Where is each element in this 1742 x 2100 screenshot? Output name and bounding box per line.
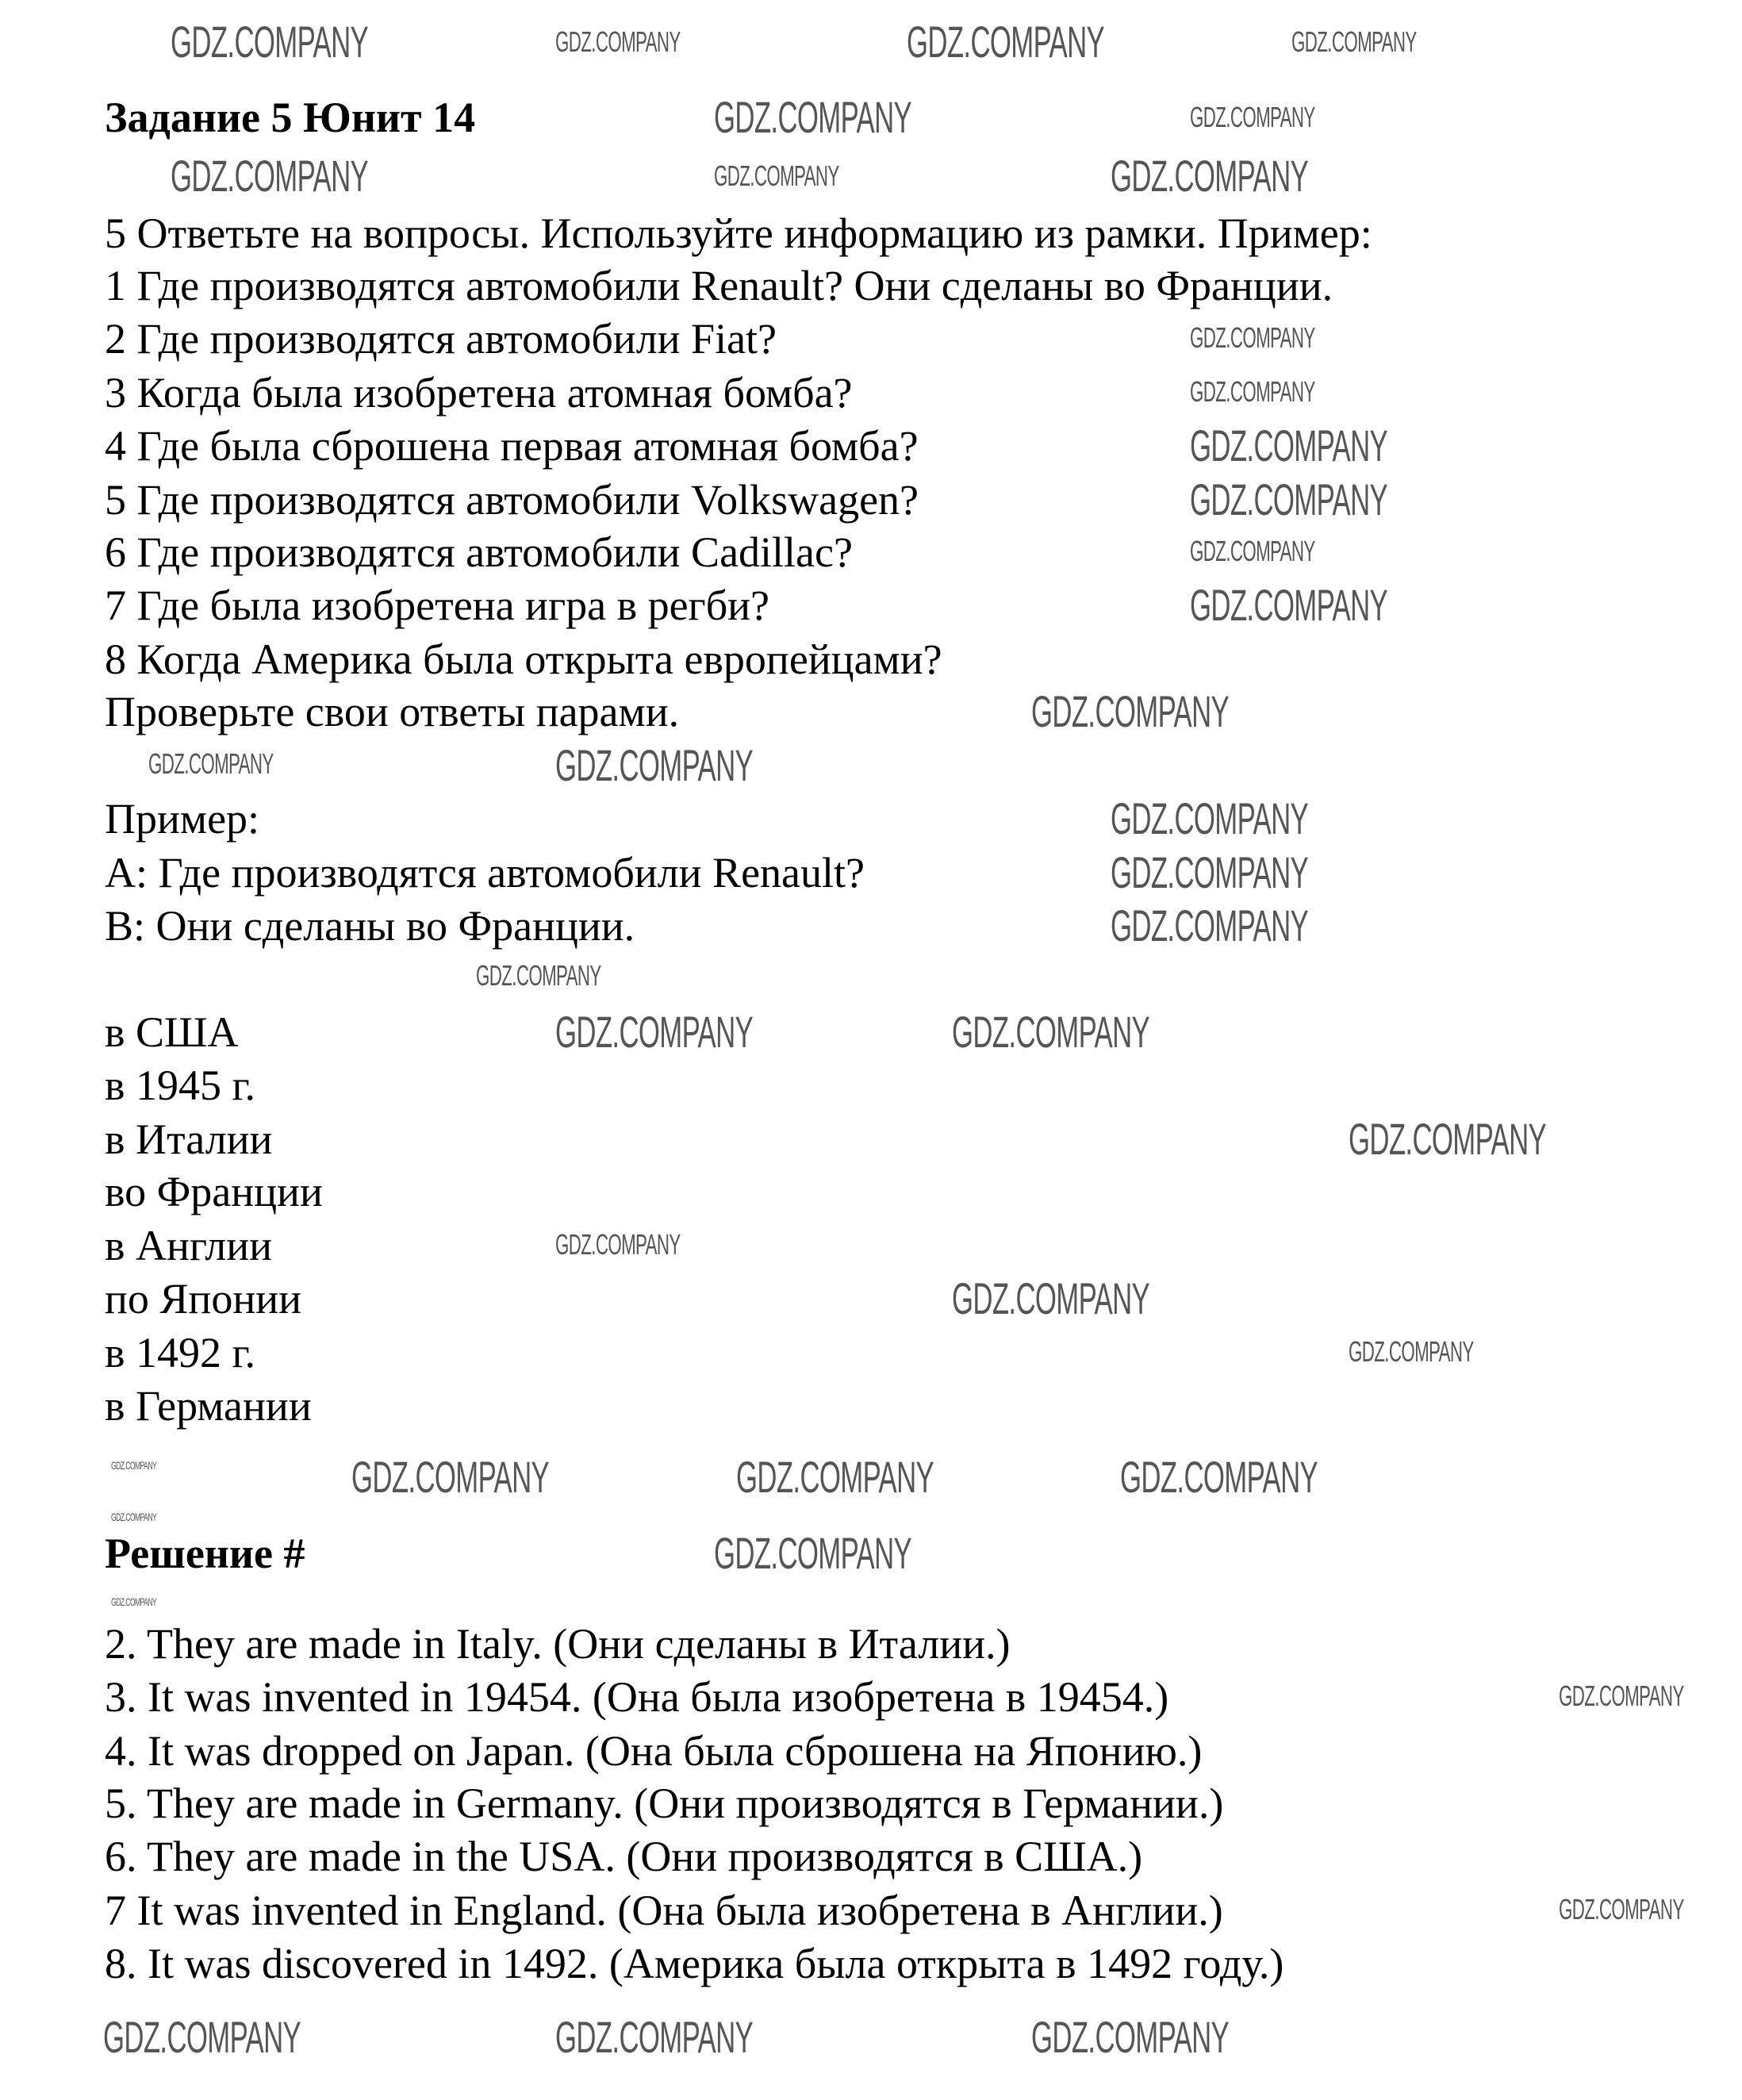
watermark: GDZ.COMPANY bbox=[1031, 2012, 1230, 2062]
watermark: GDZ.COMPANY bbox=[714, 159, 839, 192]
box-item: в США bbox=[105, 1008, 239, 1056]
watermark: GDZ.COMPANY bbox=[111, 1511, 157, 1523]
question: 8 Когда Америка была открыта европейцами? bbox=[105, 635, 942, 683]
question: 4 Где была сброшена первая атомная бомба? bbox=[105, 422, 919, 470]
question: 6 Где производятся автомобили Cadillac? bbox=[105, 528, 853, 576]
watermark: GDZ.COMPANY bbox=[171, 151, 369, 201]
question: 7 Где была изобретена игра в регби? bbox=[105, 582, 770, 629]
watermark: GDZ.COMPANY bbox=[1190, 321, 1315, 354]
watermark: GDZ.COMPANY bbox=[555, 1228, 681, 1261]
box-item: в 1492 г. bbox=[105, 1329, 256, 1376]
watermark: GDZ.COMPANY bbox=[555, 740, 754, 790]
answer: 4. It was dropped on Japan. (Она была сброшена на Японию.) bbox=[105, 1727, 1203, 1775]
watermark: GDZ.COMPANY bbox=[111, 1595, 157, 1608]
watermark: GDZ.COMPANY bbox=[476, 959, 601, 992]
watermark: GDZ.COMPANY bbox=[555, 1007, 754, 1057]
watermark: GDZ.COMPANY bbox=[148, 747, 274, 780]
question: 1 Где производятся автомобили Renault? Они сделаны во Франции. bbox=[105, 262, 1333, 309]
watermark: GDZ.COMPANY bbox=[1190, 474, 1388, 524]
watermark: GDZ.COMPANY bbox=[714, 92, 912, 142]
watermark: GDZ.COMPANY bbox=[171, 17, 369, 67]
box-item: во Франции bbox=[105, 1168, 323, 1215]
task-instruction: 5 Ответьте на вопросы. Используйте информацию из рамки. Пример: bbox=[105, 209, 1372, 257]
answer: 8. It was discovered in 1492. (Америка была открыта в 1492 году.) bbox=[105, 1940, 1284, 1987]
watermark: GDZ.COMPANY bbox=[952, 1273, 1150, 1323]
watermark: GDZ.COMPANY bbox=[1190, 420, 1388, 470]
watermark: GDZ.COMPANY bbox=[1291, 25, 1417, 58]
watermark: GDZ.COMPANY bbox=[907, 17, 1105, 67]
answer: 6. They are made in the USA. (Они производятся в США.) bbox=[105, 1833, 1143, 1880]
watermark: GDZ.COMPANY bbox=[1111, 900, 1309, 950]
watermark: GDZ.COMPANY bbox=[103, 2012, 301, 2062]
answer: 3. It was invented in 19454. (Она была изобретена в 19454.) bbox=[105, 1673, 1169, 1721]
watermark: GDZ.COMPANY bbox=[1190, 101, 1315, 133]
box-item: в 1945 г. bbox=[105, 1062, 256, 1109]
watermark: GDZ.COMPANY bbox=[1031, 686, 1230, 736]
box-item: по Японии bbox=[105, 1275, 302, 1323]
example-a: А: Где производятся автомобили Renault? bbox=[105, 849, 865, 896]
watermark: GDZ.COMPANY bbox=[1349, 1114, 1547, 1164]
answer: 7 It was invented in England. (Она была изобретена в Англии.) bbox=[105, 1887, 1223, 1934]
watermark: GDZ.COMPANY bbox=[1111, 793, 1309, 843]
watermark: GDZ.COMPANY bbox=[555, 25, 681, 58]
pairs-note: Проверьте свои ответы парами. bbox=[105, 688, 680, 735]
answer: 5. They are made in Germany. (Они производятся в Германии.) bbox=[105, 1779, 1224, 1827]
watermark: GDZ.COMPANY bbox=[714, 1528, 912, 1578]
page-title: Задание 5 Юнит 14 bbox=[105, 94, 476, 141]
watermark: GDZ.COMPANY bbox=[1120, 1452, 1318, 1502]
box-item: в Германии bbox=[105, 1382, 312, 1430]
watermark: GDZ.COMPANY bbox=[351, 1452, 550, 1502]
watermark: GDZ.COMPANY bbox=[1190, 375, 1315, 408]
watermark: GDZ.COMPANY bbox=[1559, 1680, 1684, 1712]
watermark: GDZ.COMPANY bbox=[555, 2012, 754, 2062]
question: 2 Где производятся автомобили Fiat? bbox=[105, 315, 777, 363]
example-label: Пример: bbox=[105, 795, 260, 843]
box-item: в Англии bbox=[105, 1222, 273, 1269]
watermark: GDZ.COMPANY bbox=[1111, 151, 1309, 201]
solution-heading: Решение # bbox=[105, 1530, 305, 1577]
watermark: GDZ.COMPANY bbox=[736, 1452, 934, 1502]
question: 3 Когда была изобретена атомная бомба? bbox=[105, 369, 853, 417]
watermark: GDZ.COMPANY bbox=[952, 1007, 1150, 1057]
watermark: GDZ.COMPANY bbox=[1190, 535, 1315, 567]
answer: 2. They are made in Italy. (Они сделаны в Италии.) bbox=[105, 1620, 1011, 1668]
watermark: GDZ.COMPANY bbox=[111, 1459, 157, 1472]
watermark: GDZ.COMPANY bbox=[1349, 1335, 1474, 1368]
watermark: GDZ.COMPANY bbox=[1559, 1893, 1684, 1925]
box-item: в Италии bbox=[105, 1115, 273, 1163]
example-b: В: Они сделаны во Франции. bbox=[105, 902, 635, 950]
question: 5 Где производятся автомобили Volkswagen? bbox=[105, 476, 919, 524]
watermark: GDZ.COMPANY bbox=[1190, 580, 1388, 630]
watermark: GDZ.COMPANY bbox=[1111, 847, 1309, 897]
